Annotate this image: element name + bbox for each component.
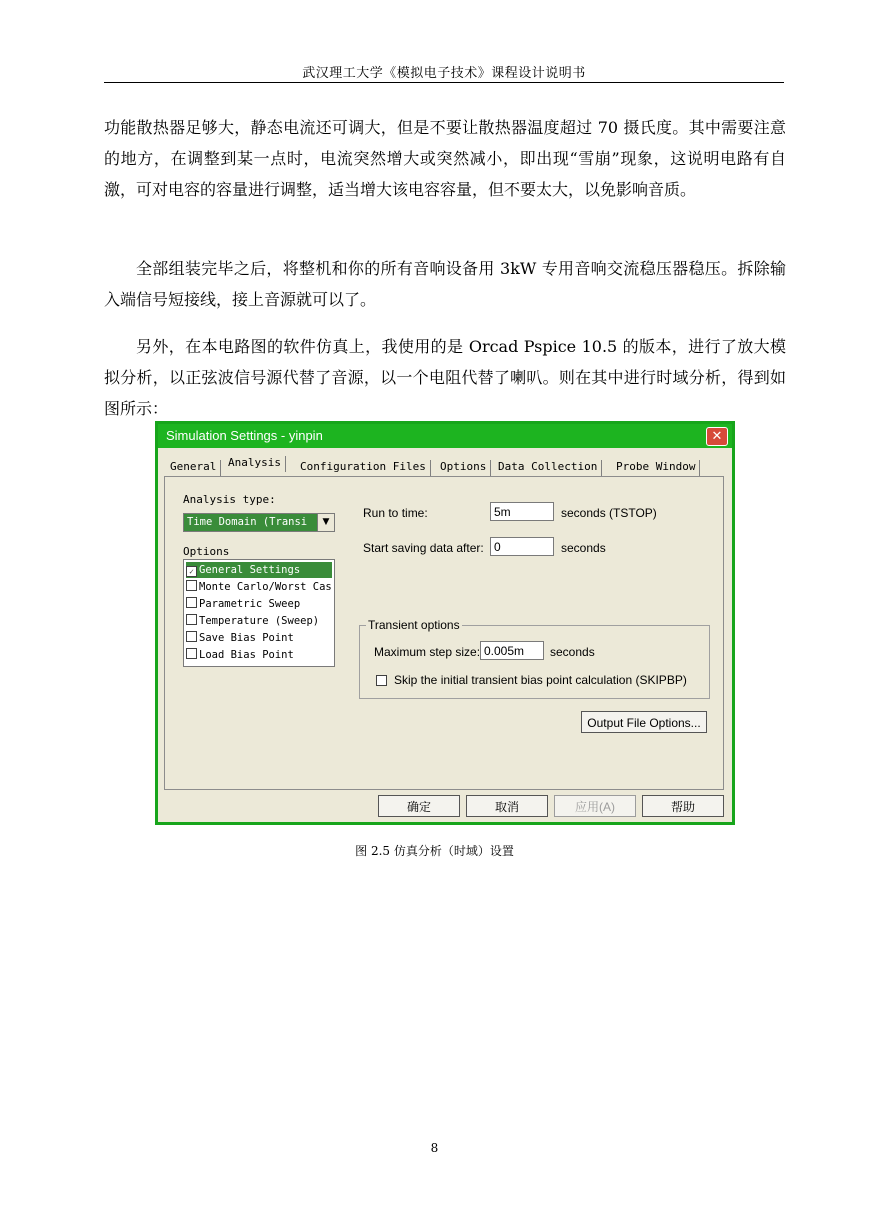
analysis-type-select[interactable] [183,513,335,532]
skip-bias-label: Skip the initial transient bias point calculation (SKIPBP) [394,673,687,687]
figure-screenshot [155,421,735,825]
max-step-input[interactable]: 0.005m [480,641,544,660]
ok-button[interactable]: 确定 [378,795,460,817]
option-temperature-sweep[interactable]: Temperature (Sweep) [186,613,332,629]
transient-options-group [359,618,710,699]
run-to-time-label: Run to time: [363,506,428,520]
close-icon[interactable]: ✕ [706,427,728,446]
checkbox-icon[interactable] [186,631,197,642]
checkbox-icon[interactable] [186,648,197,659]
start-saving-input[interactable]: 0 [490,537,554,556]
page-header: 武汉理工大学《模拟电子技术》课程设计说明书 [302,66,586,81]
transient-options-label: Transient options [368,618,460,632]
analysis-type-value: Time Domain (Transi [187,516,308,528]
options-label: Options [183,545,230,558]
page-number: 8 [430,1141,439,1155]
checkbox-icon[interactable] [186,597,197,608]
skip-bias-checkbox[interactable] [376,675,387,686]
start-saving-label: Start saving data after: [363,541,484,555]
cancel-button[interactable]: 取消 [466,795,548,817]
header-rule [104,82,784,83]
start-saving-unit: seconds [561,541,606,555]
max-step-label: Maximum step size: [374,645,481,659]
paragraph-2: 全部组装完毕之后，将整机和你的所有音响设备用 3kW 专用音响交流稳压器稳压。拆除输入端信号短接线，接上音源就可以了。 [104,259,786,309]
options-list [183,559,335,667]
option-general-settings[interactable]: ✓ General Settings [186,562,332,578]
max-step-unit: seconds [550,645,595,659]
tab-general[interactable]: General [170,460,221,476]
dialog-titlebar [158,424,732,448]
output-file-options-button[interactable]: Output File Options... [581,711,707,733]
tab-options[interactable]: Options [440,460,491,476]
chevron-down-icon[interactable]: ▼ [317,514,334,531]
option-parametric-sweep[interactable]: Parametric Sweep [186,596,332,612]
tab-configuration-files[interactable]: Configuration Files [300,460,431,476]
help-button[interactable]: 帮助 [642,795,724,817]
option-load-bias-point[interactable]: Load Bias Point [186,647,332,663]
run-to-time-unit: seconds (TSTOP) [561,506,657,520]
simulation-settings-dialog [158,424,732,822]
paragraph-1: 功能散热器足够大，静态电流还可调大，但是不要让散热器温度超过 70 摄氏度。其中需要注意的地方，在调整到某一点时，电流突然增大或突然减小，即出现“雪崩”现象，这说明电路有自激，可对电容的容量进行调整，适当增大该电容容量，但不要太大，以免影响音质。 [104,118,786,199]
checkbox-checked-icon[interactable]: ✓ [186,566,197,577]
option-save-bias-point[interactable]: Save Bias Point [186,630,332,646]
tab-probe-window[interactable]: Probe Window [616,460,700,476]
checkbox-icon[interactable] [186,614,197,625]
figure-caption: 图 2.5 仿真分析（时域）设置 [355,844,514,858]
checkbox-icon[interactable] [186,580,197,591]
tab-data-collection[interactable]: Data Collection [498,460,602,476]
analysis-type-label: Analysis type: [183,493,276,506]
run-to-time-input[interactable]: 5m [490,502,554,521]
tab-analysis[interactable]: Analysis [228,456,286,472]
apply-button[interactable]: 应用(A) [554,795,636,817]
paragraph-3: 另外，在本电路图的软件仿真上，我使用的是 Orcad Pspice 10.5 的版本，进行了放大模拟分析，以正弦波信号源代替了音源，以一个电阻代替了喇叭。则在其中进行时域分析，得到如图所示： [104,337,786,418]
analysis-panel [164,476,724,790]
dialog-title: Simulation Settings - yinpin [166,428,323,443]
option-monte-carlo[interactable]: Monte Carlo/Worst Cas [186,579,332,595]
